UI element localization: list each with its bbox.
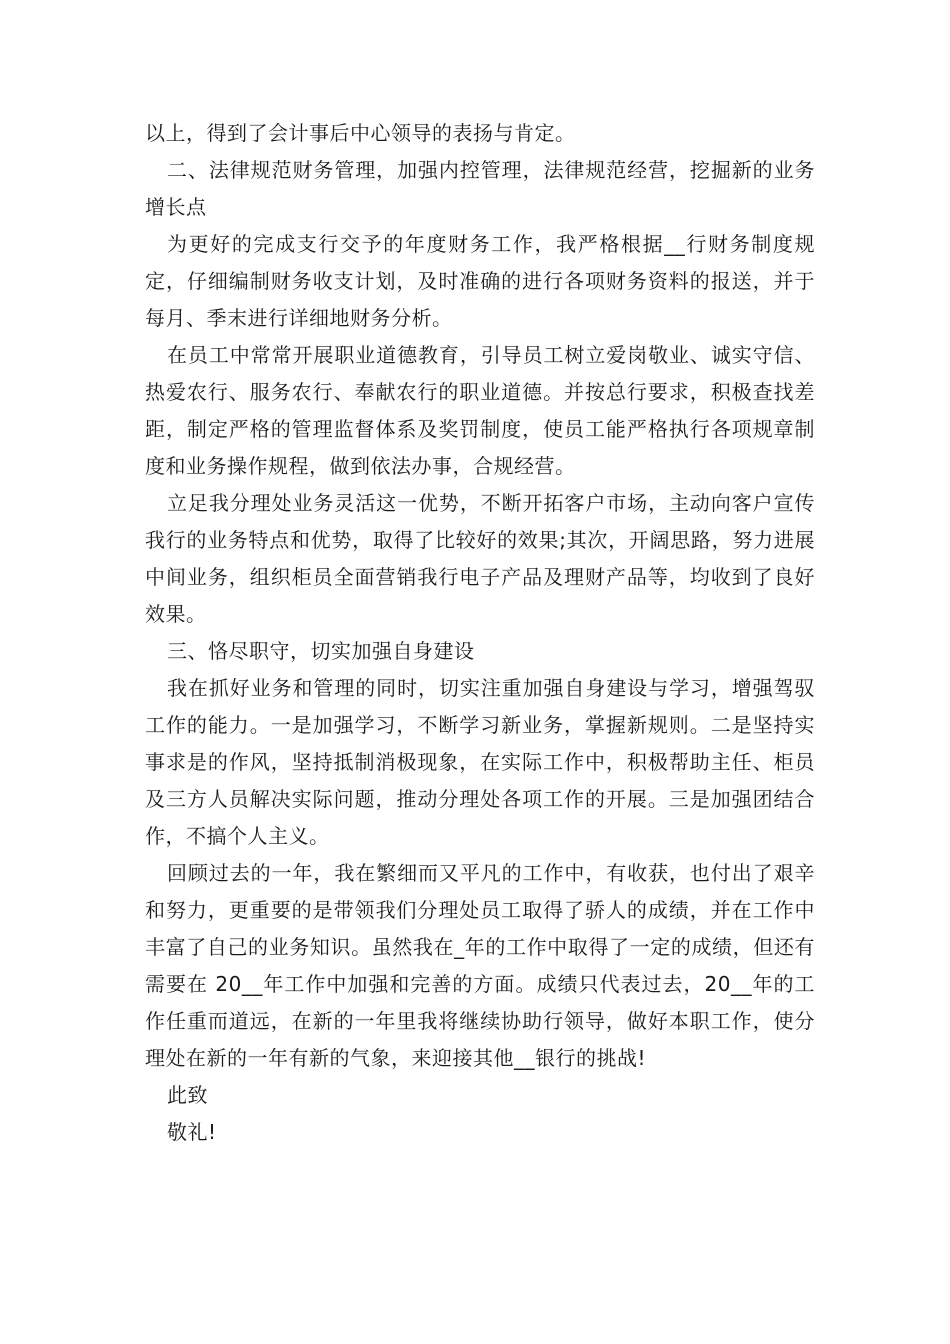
section-heading-2: 二、法律规范财务管理，加强内控管理，法律规范经营，挖掘新的业务增长点 <box>145 158 815 219</box>
paragraph-review: 回顾过去的一年，我在繁细而又平凡的工作中，有收获，也付出了艰辛和努力，更重要的是带领我们分理处员工取得了骄人的成绩，并在工作中丰富了自己的业务知识。虽然我在_年的工作中取得了一定的成绩，但还有需要在 20__年工作中加强和完善的方面。成绩只代表过去，20__年的工作任重而道远，在新的一年里我将继续协助行领导，做好本职工作，使分理处在新的一年有新的气象，来迎接其他__银行的挑战! <box>145 861 815 1070</box>
paragraph-market: 立足我分理处业务灵活这一优势，不断开拓客户市场，主动向客户宣传我行的业务特点和优势，取得了比较好的效果;其次，开阔思路，努力进展中间业务，组织柜员全面营销我行电子产品及理财产品等，均收到了良好效果。 <box>145 491 815 626</box>
section-heading-3: 三、恪尽职守，切实加强自身建设 <box>167 639 475 663</box>
closing-regards: 敬礼! <box>167 1120 217 1144</box>
document-body <box>145 115 815 1151</box>
paragraph-ethics: 在员工中常常开展职业道德教育，引导员工树立爱岗敬业、诚实守信、热爱农行、服务农行、奉献农行的职业道德。并按总行要求，积极查找差距，制定严格的管理监督体系及奖罚制度，使员工能严格执行各项规章制度和业务操作规程，做到依法办事，合规经营。 <box>145 343 815 478</box>
paragraph-finance: 为更好的完成支行交予的年度财务工作，我严格根据__行财务制度规定，仔细编制财务收支计划，及时准确的进行各项财务资料的报送，并于每月、季末进行详细地财务分析。 <box>145 232 815 330</box>
paragraph-opening: 以上，得到了会计事后中心领导的表扬与肯定。 <box>145 121 576 145</box>
paragraph-self-building: 我在抓好业务和管理的同时，切实注重加强自身建设与学习，增强驾驭工作的能力。一是加强学习，不断学习新业务，掌握新规则。二是坚持实事求是的作风，坚持抵制消极现象，在实际工作中，积极帮助主任、柜员及三方人员解决实际问题，推动分理处各项工作的开展。三是加强团结合作，不搞个人主义。 <box>145 676 815 848</box>
closing-salutation: 此致 <box>167 1083 208 1107</box>
